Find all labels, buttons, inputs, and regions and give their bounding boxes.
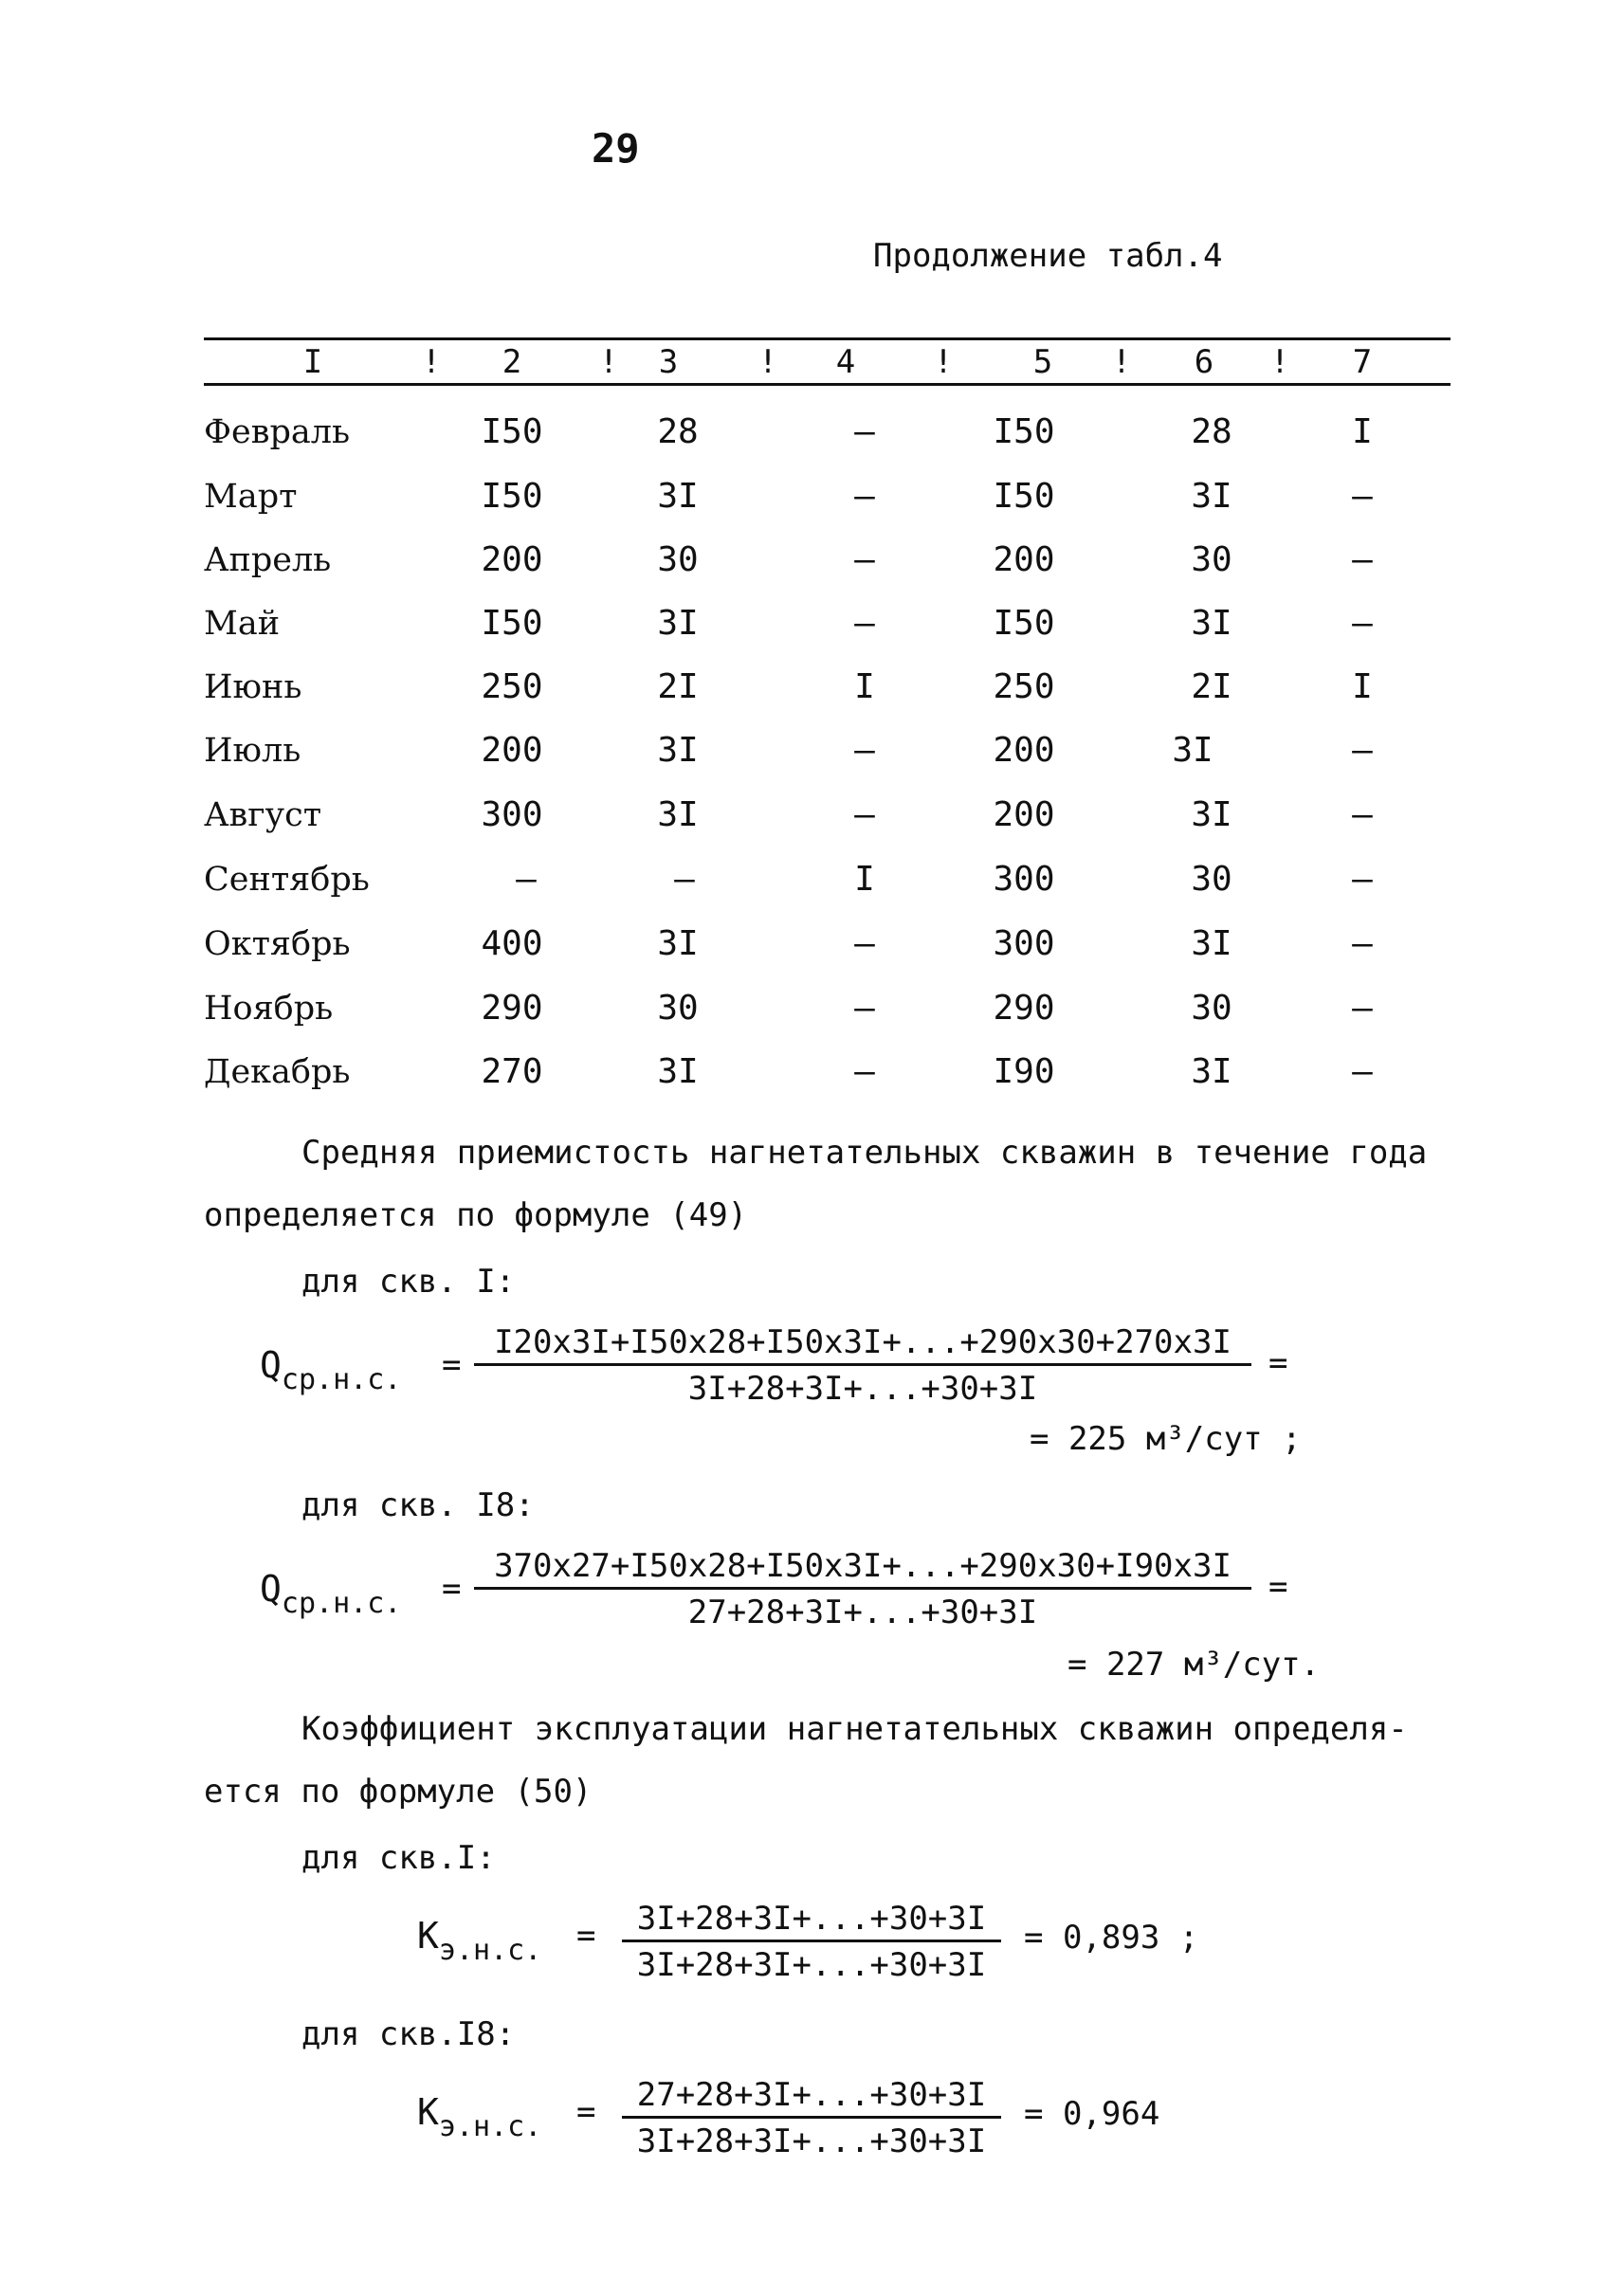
table-cell: – [1352, 477, 1373, 516]
table-cell: 2I [657, 667, 699, 706]
table-cell: 3I [657, 924, 699, 963]
table-cell: 300 [993, 860, 1055, 899]
table-cell: 3I [657, 731, 699, 770]
table-cell: 30 [657, 989, 699, 1028]
table-row [0, 601, 1624, 647]
month-cell: Февраль [204, 413, 351, 451]
table-row [0, 986, 1624, 1031]
table-cell: – [854, 795, 875, 834]
equals-sign: = [576, 1917, 596, 1955]
col-separator: ! [1111, 343, 1132, 381]
table-cell: 3I [657, 604, 699, 643]
equals-sign: = [576, 2093, 596, 2131]
coefficient-lhs: $К_{э.н.с.}$ [417, 2091, 542, 2143]
formula-lhs: $Q_{ср.н.с.}$ [260, 1344, 402, 1396]
table-cell: 300 [993, 924, 1055, 963]
table-cell: I50 [481, 604, 543, 643]
table-cell: – [1352, 989, 1373, 1028]
paragraph-line: ется по формуле (50) [204, 1773, 593, 1811]
table-cell: I50 [993, 412, 1055, 451]
table-cell: 3I [1191, 477, 1232, 516]
paragraph-line: Коэффициент эксплуатации нагнетательных скважин определя- [301, 1710, 1408, 1748]
col-separator: ! [1269, 343, 1290, 381]
table-cell: – [674, 860, 695, 899]
numerator: 370х27+I50х28+I50х3I+...+290х30+I90х3I [474, 1547, 1251, 1590]
col-header-3: 3 [658, 343, 679, 381]
fraction [474, 1547, 1251, 1631]
table-cell: I [1352, 667, 1373, 706]
month-cell: Октябрь [204, 925, 351, 963]
col-separator: ! [421, 343, 442, 381]
well-label: для скв. I8: [301, 1486, 535, 1524]
table-cell: 250 [993, 667, 1055, 706]
table-row [0, 1049, 1624, 1095]
table-cell: – [516, 860, 537, 899]
table-caption: Продолжение табл.4 [873, 237, 1223, 275]
month-cell: Июнь [204, 668, 302, 706]
table-cell: – [1352, 604, 1373, 643]
paragraph-line: определяется по формуле (49) [204, 1196, 748, 1234]
table-cell: 200 [993, 731, 1055, 770]
col-header-7: 7 [1352, 343, 1373, 381]
table-cell: – [1352, 860, 1373, 899]
month-cell: Ноябрь [204, 990, 334, 1028]
col-header-6: 6 [1194, 343, 1214, 381]
table-cell: – [854, 1052, 875, 1091]
table-cell: 3I [1191, 924, 1232, 963]
equals-sign: = [1268, 1344, 1288, 1382]
table-cell: – [854, 731, 875, 770]
denominator: 3I+28+3I+...+30+3I [687, 1370, 1038, 1408]
table-cell: 250 [481, 667, 543, 706]
table-header [0, 343, 1624, 381]
table-cell: I50 [993, 477, 1055, 516]
table-cell: I [854, 667, 875, 706]
table-cell: 30 [657, 540, 699, 579]
result: = 227 м³/сут. [1067, 1646, 1321, 1684]
col-header-5: 5 [1032, 343, 1053, 381]
table-cell: – [1352, 731, 1373, 770]
table-cell: 3I [657, 477, 699, 516]
table-cell: I50 [481, 412, 543, 451]
table-cell: 300 [481, 795, 543, 834]
numerator: I20х3I+I50х28+I50х3I+...+290х30+270х3I [474, 1323, 1251, 1366]
month-cell: Декабрь [204, 1053, 351, 1091]
table-cell: I50 [481, 477, 543, 516]
table-cell: – [1352, 540, 1373, 579]
month-cell: Апрель [204, 541, 332, 579]
table-cell: – [854, 989, 875, 1028]
numerator: 27+28+3I+...+30+3I [622, 2076, 1001, 2119]
table-cell: 30 [1191, 860, 1232, 899]
well-label: для скв.I8: [301, 2015, 516, 2053]
fraction [622, 2076, 1001, 2160]
month-cell: Июль [204, 732, 301, 770]
col-header-4: 4 [835, 343, 856, 381]
table-cell: 3I [1191, 604, 1232, 643]
formula-lhs: $Q_{ср.н.с.}$ [260, 1568, 402, 1620]
table-cell: 30 [1191, 989, 1232, 1028]
well-label: для скв.I: [301, 1839, 496, 1877]
table-cell: 270 [481, 1052, 543, 1091]
table-row [0, 537, 1624, 583]
table-cell: – [854, 477, 875, 516]
col-separator: ! [598, 343, 619, 381]
table-cell: 2I [1191, 667, 1232, 706]
table-cell: – [854, 540, 875, 579]
table-cell: – [854, 604, 875, 643]
fraction [622, 1900, 1001, 1984]
month-cell: Август [204, 796, 322, 834]
fraction [474, 1323, 1251, 1408]
table-cell: 200 [481, 731, 543, 770]
paragraph-line: Средняя приемистость нагнетательных скважин в течение года [301, 1134, 1428, 1172]
denominator: 3I+28+3I+...+30+3I [636, 2122, 987, 2160]
table-cell: 28 [1191, 412, 1232, 451]
result: = 0,964 [1024, 2095, 1160, 2133]
coefficient-lhs: $К_{э.н.с.}$ [417, 1915, 542, 1967]
table-cell: I50 [993, 604, 1055, 643]
table-row [0, 474, 1624, 519]
table-cell: 28 [657, 412, 699, 451]
table-cell: 200 [481, 540, 543, 579]
equals-sign: = [1268, 1568, 1288, 1606]
page-number: 29 [592, 125, 640, 172]
table-row [0, 857, 1624, 902]
numerator: 3I+28+3I+...+30+3I [622, 1900, 1001, 1942]
table-cell: 200 [993, 795, 1055, 834]
result: = 0,893 ; [1024, 1919, 1199, 1957]
result: = 225 м³/сут ; [1030, 1420, 1302, 1458]
equals-sign: = [442, 1570, 462, 1608]
table-cell: I [1352, 412, 1373, 451]
month-cell: Сентябрь [204, 861, 370, 899]
col-separator: ! [757, 343, 778, 381]
table-row [0, 410, 1624, 455]
table-cell: 3I [1172, 731, 1213, 770]
table-cell: 290 [993, 989, 1055, 1028]
table-cell: – [854, 412, 875, 451]
table-cell: 290 [481, 989, 543, 1028]
col-header-2: 2 [502, 343, 522, 381]
table-row [0, 665, 1624, 710]
table-row [0, 728, 1624, 774]
well-label: для скв. I: [301, 1263, 516, 1301]
table-cell: 3I [1191, 1052, 1232, 1091]
table-top-rule [204, 337, 1451, 340]
table-cell: 3I [1191, 795, 1232, 834]
table-cell: – [1352, 795, 1373, 834]
table-cell: – [854, 924, 875, 963]
table-cell: I90 [993, 1052, 1055, 1091]
table-cell: – [1352, 924, 1373, 963]
denominator: 27+28+3I+...+30+3I [687, 1594, 1038, 1631]
table-cell: 200 [993, 540, 1055, 579]
table-cell: 400 [481, 924, 543, 963]
table-cell: 3I [657, 795, 699, 834]
equals-sign: = [442, 1346, 462, 1384]
month-cell: Май [204, 605, 281, 643]
table-row [0, 792, 1624, 838]
table-header-rule [204, 383, 1451, 386]
col-separator: ! [933, 343, 954, 381]
table-cell: – [1352, 1052, 1373, 1091]
table-cell: I [854, 860, 875, 899]
denominator: 3I+28+3I+...+30+3I [636, 1946, 987, 1984]
col-header-1: I [302, 343, 323, 381]
table-cell: 3I [657, 1052, 699, 1091]
table-row [0, 921, 1624, 967]
table-cell: 30 [1191, 540, 1232, 579]
month-cell: Март [204, 478, 298, 516]
